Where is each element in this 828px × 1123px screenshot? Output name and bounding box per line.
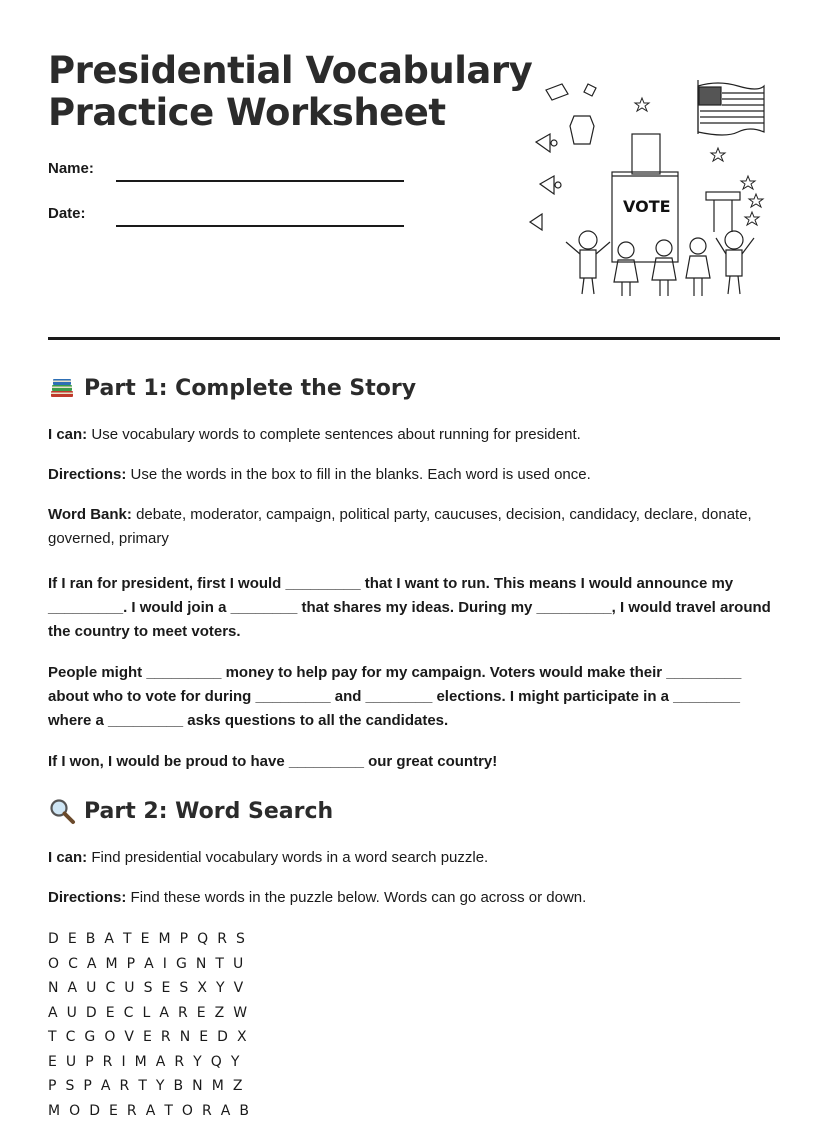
grid-row: N A U C U S E S X Y V <box>48 976 251 1001</box>
word-search-grid <box>48 927 251 1123</box>
children-icon <box>566 231 754 296</box>
date-label: Date: <box>48 205 86 222</box>
part2-ican <box>48 846 783 870</box>
part2-directions-text: Find these words in the puzzle below. Words can go across or down. <box>126 889 586 906</box>
part2-ican-label: I can: <box>48 849 87 866</box>
word-bank-text: debate, moderator, campaign, political party, caucuses, decision, candidacy, declare, donate, governed, primary <box>48 506 752 547</box>
vote-text: VOTE <box>623 197 671 216</box>
word-bank-label: Word Bank: <box>48 506 132 523</box>
word-bank <box>48 503 783 551</box>
title-line-1: Presidential Vocabulary <box>48 49 532 92</box>
part2-heading <box>48 797 333 825</box>
election-illustration <box>522 72 778 304</box>
date-field[interactable] <box>116 225 404 227</box>
story-paragraph-3: If I won, I would be proud to have _________ our great country! <box>48 750 783 774</box>
title-line-2: Practice Worksheet <box>48 91 446 134</box>
campaign-items-icon <box>546 84 596 144</box>
grid-row: T C G O V E R N E D X <box>48 1025 251 1050</box>
part1-ican-label: I can: <box>48 426 87 443</box>
part1-directions <box>48 463 783 487</box>
part1-heading <box>48 374 416 402</box>
podium-icon <box>706 192 740 232</box>
grid-row: P S P A R T Y B N M Z <box>48 1074 251 1099</box>
header-divider <box>48 337 780 340</box>
magnifier-icon <box>48 797 76 825</box>
grid-row: M O D E R A T O R A B <box>48 1099 251 1123</box>
books-icon <box>48 374 76 402</box>
page-title <box>48 50 532 134</box>
part1-heading-text: Part 1: Complete the Story <box>84 376 416 401</box>
grid-row: O C A M P A I G N T U <box>48 952 251 977</box>
part1-directions-text: Use the words in the box to fill in the blanks. Each word is used once. <box>126 466 590 483</box>
story-paragraph-2: People might _________ money to help pay for my campaign. Voters would make their _________ about who to vote for during _________ and ________ elections. I might participate in a ________ where a _________ asks questions to all the candidates. <box>48 661 783 733</box>
part1-ican <box>48 423 783 447</box>
part1-directions-label: Directions: <box>48 466 126 483</box>
part1-ican-text: Use vocabulary words to complete sentences about running for president. <box>87 426 581 443</box>
grid-row: A U D E C L A R E Z W <box>48 1001 251 1026</box>
story-paragraph-1: If I ran for president, first I would _________ that I want to run. This means I would announce my _________. I would join a ________ that shares my ideas. During my _________, I would travel around the country to meet voters. <box>48 572 783 644</box>
name-field[interactable] <box>116 180 404 182</box>
part2-heading-text: Part 2: Word Search <box>84 799 333 824</box>
grid-row: E U P R I M A R Y Q Y <box>48 1050 251 1075</box>
part2-directions-label: Directions: <box>48 889 126 906</box>
megaphone-icon <box>530 134 561 230</box>
part2-ican-text: Find presidential vocabulary words in a word search puzzle. <box>87 849 488 866</box>
grid-row: D E B A T E M P Q R S <box>48 927 251 952</box>
name-label: Name: <box>48 160 94 177</box>
part2-directions <box>48 886 783 910</box>
us-flag-icon <box>698 80 764 135</box>
